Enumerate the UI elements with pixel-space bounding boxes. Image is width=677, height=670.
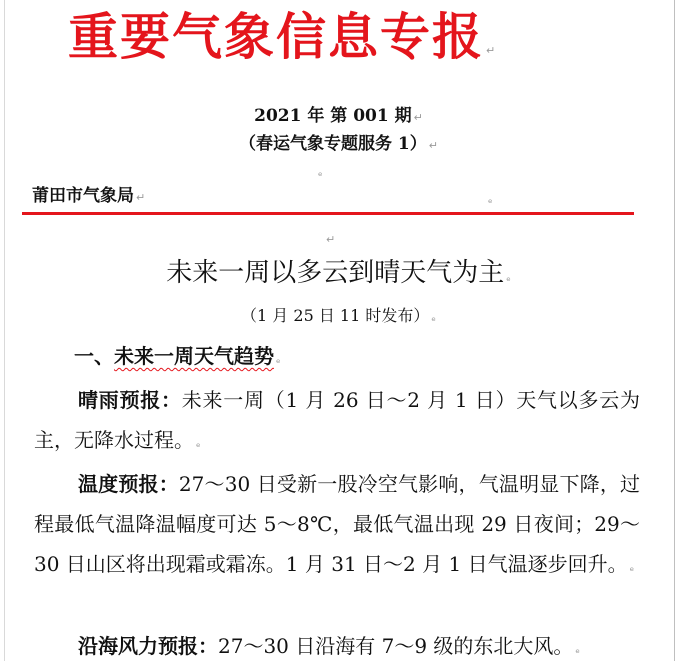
paragraph-mark: ↵ [413, 111, 423, 124]
paragraph-mark: ↵ [486, 44, 496, 57]
paragraph-precipitation-forecast [34, 380, 640, 464]
page-left-edge [4, 0, 5, 661]
paragraph-lead: 晴雨预报： [78, 388, 182, 412]
series-subtitle: （春运气象专题服务 1） ↵ [239, 134, 438, 154]
issue-number: 2021 年 第 001 期 ↵ [254, 106, 423, 126]
paragraph-mark: ₑ [276, 353, 281, 366]
paragraph-mark: ₑ [431, 311, 436, 324]
paragraph-lead: 沿海风力预报： [78, 634, 218, 658]
section-number: 一、 [74, 344, 114, 368]
paragraph-coastal-wind-forecast [34, 626, 640, 670]
bulletin-title: 未来一周以多云到晴天气为主 ₑ [166, 258, 511, 288]
paragraph-mark: ₑ [629, 561, 635, 574]
paragraph-mark: ₑ [196, 437, 201, 450]
paragraph-mark: ↵ [136, 191, 146, 204]
paragraph-lead: 温度预报： [78, 472, 179, 496]
empty-paragraph-mark: ↵ [326, 233, 336, 246]
release-time: （1 月 25 日 11 时发布） ₑ [241, 306, 436, 325]
page-right-edge [674, 0, 675, 661]
paragraph-body: 未来一周（1 月 26 日～2 月 1 日）天气以多云为主，无降水过程。 [34, 388, 640, 452]
red-header-rule [22, 212, 634, 215]
paragraph-body: 27～30 日沿海有 7～9 级的东北大风。 [218, 634, 574, 658]
paragraph-mark: ₑ [506, 271, 511, 284]
empty-paragraph-mark: ₑ [318, 166, 323, 179]
paragraph-mark: ↵ [428, 139, 438, 152]
masthead-title: 重要气象信息专报 ↵ [68, 7, 496, 66]
section-heading-text: 未来一周天气趋势 [114, 344, 274, 368]
paragraph-body: 27～30 日受新一股冷空气影响，气温明显下降，过程最低气温降温幅度可达 5～8℃，最低气温出现 29 日夜间；29～30 日山区将出现霜或霜冻。1 月 31 日～2 月 1 日气温逐步回升。 [34, 472, 641, 576]
section-heading [74, 340, 281, 376]
issuing-agency: 莆田市气象局 ↵ [32, 186, 146, 206]
paragraph-temperature-forecast [34, 464, 640, 588]
paragraph-mark: ₑ [575, 643, 581, 656]
empty-paragraph-mark: ₑ [488, 193, 493, 206]
